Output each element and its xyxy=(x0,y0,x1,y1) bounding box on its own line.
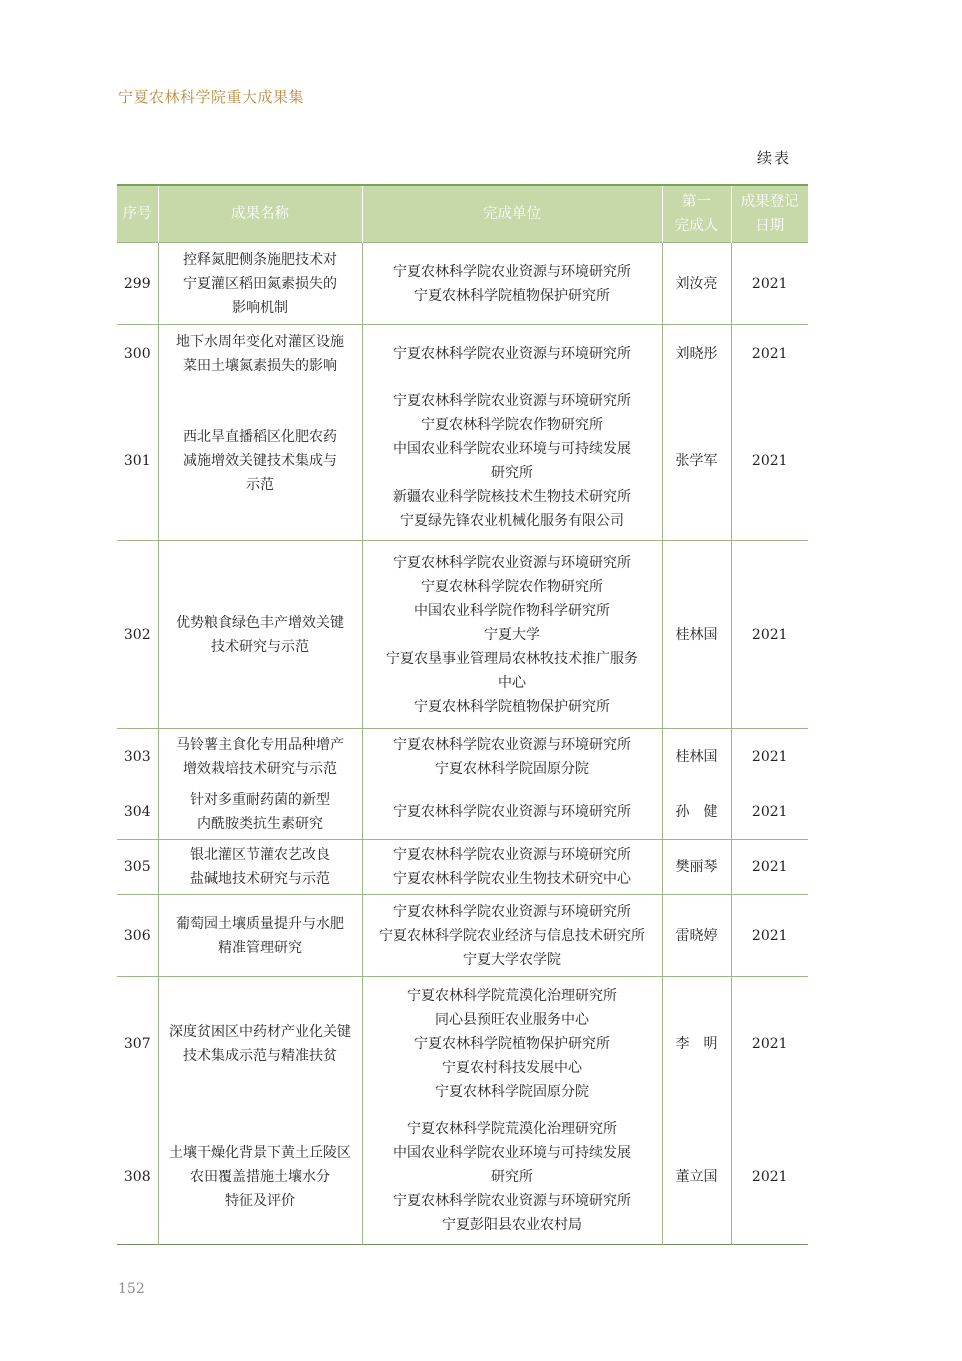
table-row xyxy=(117,840,808,895)
table-header-row xyxy=(117,185,808,243)
completing-units-line: 宁夏农林科学院植物保护研究所 xyxy=(414,1035,610,1052)
completing-units-line: 新疆农业科学院核技术生物技术研究所 xyxy=(393,489,631,506)
completing-units-line: 宁夏农林科学院农业资源与环境研究所 xyxy=(393,263,631,280)
achievement-name-line: 深度贫困区中药材产业化关键 xyxy=(169,1023,351,1040)
completing-units-line: 宁夏农林科学院农业生物技术研究中心 xyxy=(393,871,631,887)
completing-units xyxy=(362,895,662,977)
achievement-name xyxy=(158,325,362,383)
header-first-person-line: 第一 xyxy=(682,194,711,210)
completing-units xyxy=(362,1111,662,1245)
row-index: 302 xyxy=(117,541,158,729)
table-row xyxy=(117,541,808,729)
achievement-name xyxy=(158,785,362,840)
first-completer: 樊丽琴 xyxy=(662,840,731,895)
completing-units-line: 研究所 xyxy=(491,1169,533,1186)
achievement-name xyxy=(158,895,362,977)
row-index: 300 xyxy=(117,325,158,383)
page-number: 152 xyxy=(118,1281,145,1297)
first-completer: 刘汝亮 xyxy=(662,243,731,325)
table-row xyxy=(117,977,808,1111)
completing-units-line: 中国农业科学院农业环境与可持续发展 xyxy=(393,1145,631,1162)
completing-units-line: 宁夏农林科学院农作物研究所 xyxy=(421,417,603,434)
achievement-name-line: 影响机制 xyxy=(232,299,288,316)
header-name: 成果名称 xyxy=(158,185,362,243)
completing-units-line: 宁夏农林科学院植物保护研究所 xyxy=(414,698,610,715)
completing-units-line: 中心 xyxy=(498,674,526,691)
header-registration-date xyxy=(731,185,808,243)
continued-label: 续表 xyxy=(757,149,792,167)
achievement-name xyxy=(158,1111,362,1245)
first-completer: 张学军 xyxy=(662,383,731,541)
achievement-name xyxy=(158,541,362,729)
results-table xyxy=(117,184,808,1245)
registration-year: 2021 xyxy=(731,243,808,325)
header-first-person-line: 完成人 xyxy=(674,218,719,234)
completing-units-line: 宁夏农村科技发展中心 xyxy=(442,1059,582,1076)
achievement-name-line: 菜田土壤氮素损失的影响 xyxy=(183,357,337,374)
registration-year: 2021 xyxy=(731,1111,808,1245)
registration-year: 2021 xyxy=(731,977,808,1111)
achievement-name-line: 示范 xyxy=(246,477,274,494)
achievement-name-line: 优势粮食绿色丰产增效关键 xyxy=(176,614,344,631)
table-row xyxy=(117,1111,808,1245)
registration-year: 2021 xyxy=(731,325,808,383)
table-row xyxy=(117,383,808,541)
completing-units-line: 宁夏农林科学院农业资源与环境研究所 xyxy=(393,554,631,571)
achievement-name-line: 增效栽培技术研究与示范 xyxy=(183,760,337,777)
achievement-name-line: 减施增效关键技术集成与 xyxy=(183,453,337,470)
completing-units-line: 中国农业科学院农业环境与可持续发展 xyxy=(393,441,631,458)
running-head: 宁夏农林科学院重大成果集 xyxy=(118,88,305,106)
completing-units-line: 同心县预旺农业服务中心 xyxy=(435,1011,589,1028)
completing-units-line: 宁夏农林科学院农业资源与环境研究所 xyxy=(393,903,631,920)
completing-units xyxy=(362,541,662,729)
completing-units xyxy=(362,840,662,895)
table-body xyxy=(117,243,808,1245)
registration-year: 2021 xyxy=(731,895,808,977)
completing-units xyxy=(362,977,662,1111)
completing-units-line: 宁夏农林科学院植物保护研究所 xyxy=(414,287,610,304)
header-first-person xyxy=(662,185,731,243)
row-index: 301 xyxy=(117,383,158,541)
first-completer: 李 明 xyxy=(662,977,731,1111)
achievement-name xyxy=(158,840,362,895)
table-row xyxy=(117,325,808,383)
header-registration-date-line: 成果登记 xyxy=(740,194,799,210)
achievement-name-line: 银北灌区节灌农艺改良 xyxy=(190,847,330,863)
completing-units-line: 宁夏农林科学院农业资源与环境研究所 xyxy=(393,736,631,753)
header-index: 序号 xyxy=(117,185,158,243)
completing-units-line: 宁夏农林科学院农业资源与环境研究所 xyxy=(393,1193,631,1210)
achievement-name-line: 盐碱地技术研究与示范 xyxy=(190,871,330,887)
achievement-name-line: 针对多重耐药菌的新型 xyxy=(190,791,330,808)
completing-units-line: 宁夏农林科学院荒漠化治理研究所 xyxy=(407,1121,617,1138)
completing-units-line: 宁夏农林科学院固原分院 xyxy=(435,1083,589,1100)
achievement-name-line: 土壤干燥化背景下黄土丘陵区 xyxy=(169,1145,351,1162)
achievement-name-line: 农田覆盖措施土壤水分 xyxy=(190,1169,330,1186)
completing-units-line: 宁夏农林科学院荒漠化治理研究所 xyxy=(407,987,617,1004)
registration-year: 2021 xyxy=(731,383,808,541)
registration-year: 2021 xyxy=(731,840,808,895)
row-index: 307 xyxy=(117,977,158,1111)
achievement-name-line: 特征及评价 xyxy=(225,1193,295,1210)
completing-units xyxy=(362,243,662,325)
first-completer: 孙 健 xyxy=(662,785,731,840)
achievement-name xyxy=(158,977,362,1111)
completing-units-line: 宁夏农林科学院农业资源与环境研究所 xyxy=(393,393,631,410)
achievement-name xyxy=(158,243,362,325)
achievement-name-line: 精准管理研究 xyxy=(218,939,302,956)
registration-year: 2021 xyxy=(731,729,808,785)
completing-units-line: 宁夏农垦事业管理局农林牧技术推广服务 xyxy=(386,650,638,667)
row-index: 299 xyxy=(117,243,158,325)
completing-units-line: 宁夏农林科学院农作物研究所 xyxy=(421,578,603,595)
row-index: 306 xyxy=(117,895,158,977)
achievement-name-line: 地下水周年变化对灌区设施 xyxy=(176,333,344,350)
completing-units xyxy=(362,383,662,541)
row-index: 308 xyxy=(117,1111,158,1245)
completing-units-line: 宁夏绿先锋农业机械化服务有限公司 xyxy=(400,513,624,530)
achievement-name-line: 葡萄园土壤质量提升与水肥 xyxy=(176,915,344,932)
completing-units-line: 宁夏彭阳县农业农村局 xyxy=(442,1217,582,1234)
completing-units xyxy=(362,325,662,383)
row-index: 304 xyxy=(117,785,158,840)
achievement-name-line: 技术研究与示范 xyxy=(211,638,309,655)
achievement-name-line: 西北旱直播稻区化肥农药 xyxy=(183,429,337,446)
completing-units-line: 宁夏农林科学院农业资源与环境研究所 xyxy=(393,345,631,362)
completing-units-line: 宁夏大学农学院 xyxy=(463,951,561,968)
first-completer: 董立国 xyxy=(662,1111,731,1245)
first-completer: 桂林国 xyxy=(662,541,731,729)
table-row xyxy=(117,243,808,325)
achievement-name-line: 控释氮肥侧条施肥技术对 xyxy=(183,251,337,268)
table-row xyxy=(117,785,808,840)
achievement-name-line: 马铃薯主食化专用品种增产 xyxy=(176,736,344,753)
completing-units-line: 宁夏农林科学院农业资源与环境研究所 xyxy=(393,803,631,820)
completing-units xyxy=(362,785,662,840)
header-units: 完成单位 xyxy=(362,185,662,243)
completing-units-line: 研究所 xyxy=(491,465,533,482)
registration-year: 2021 xyxy=(731,541,808,729)
achievement-name xyxy=(158,383,362,541)
first-completer: 雷晓婷 xyxy=(662,895,731,977)
completing-units-line: 中国农业科学院作物科学研究所 xyxy=(414,602,610,619)
row-index: 303 xyxy=(117,729,158,785)
table-row xyxy=(117,729,808,785)
first-completer: 桂林国 xyxy=(662,729,731,785)
first-completer: 刘晓彤 xyxy=(662,325,731,383)
completing-units-line: 宁夏农林科学院农业经济与信息技术研究所 xyxy=(379,927,645,944)
achievement-name-line: 内酰胺类抗生素研究 xyxy=(197,815,323,832)
completing-units-line: 宁夏农林科学院固原分院 xyxy=(435,760,589,777)
registration-year: 2021 xyxy=(731,785,808,840)
table-row xyxy=(117,895,808,977)
completing-units xyxy=(362,729,662,785)
row-index: 305 xyxy=(117,840,158,895)
achievement-name-line: 宁夏灌区稻田氮素损失的 xyxy=(183,275,337,292)
header-registration-date-line: 日期 xyxy=(755,218,785,234)
completing-units-line: 宁夏农林科学院农业资源与环境研究所 xyxy=(393,847,631,863)
achievement-name-line: 技术集成示范与精准扶贫 xyxy=(183,1047,337,1064)
achievement-name xyxy=(158,729,362,785)
completing-units-line: 宁夏大学 xyxy=(484,626,540,643)
